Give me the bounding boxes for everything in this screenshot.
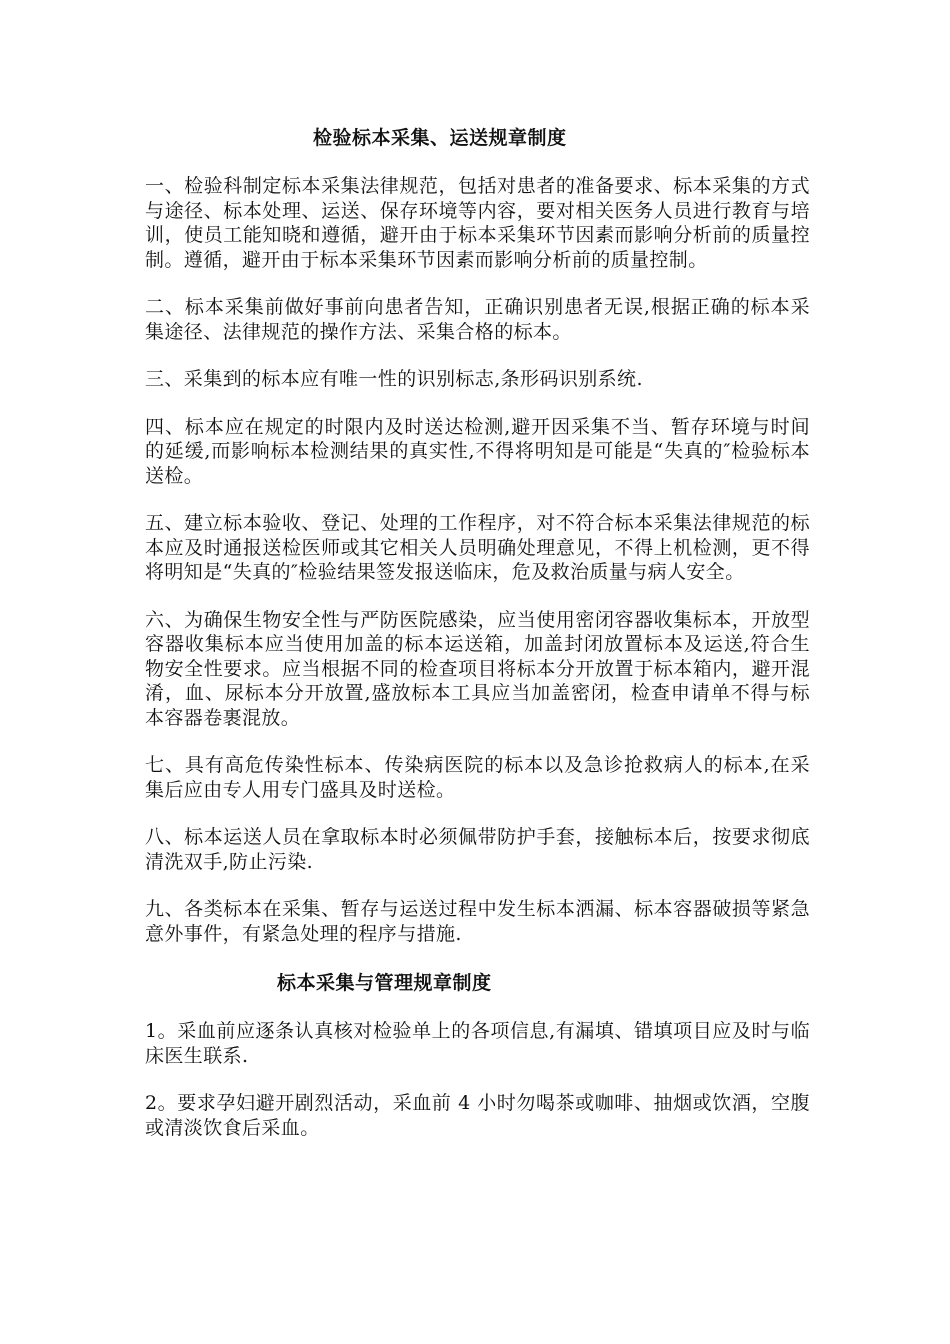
section-title-specimen-collection-transport: 检验标本采集、运送规章制度 <box>313 127 567 149</box>
section-title-specimen-management: 标本采集与管理规章制度 <box>277 972 492 994</box>
paragraph-4: 四、标本应在规定的时限内及时送达检测,避开因采集不当、暂存环境与时间的延缓,而影响标本检测结果的真实性,不得将明知是可能是“失真的″检验标本送检。 <box>145 415 810 487</box>
paragraph-6: 六、为确保生物安全性与严防医院感染，应当使用密闭容器收集标本，开放型容器收集标本应当使用加盖的标本运送箱，加盖封闭放置标本及运送,符合生物安全性要求。应当根据不同的检查项目将标本分开放置于标本箱内，避开混淆，血、尿标本分开放置,盛放标本工具应当加盖密闭，检查申请单不得与标本容器卷裹混放。 <box>145 608 810 729</box>
paragraph-7: 七、具有高危传染性标本、传染病医院的标本以及急诊抢救病人的标本,在采集后应由专人用专门盛具及时送检。 <box>145 754 810 801</box>
paragraph-2-1: 1。采血前应逐条认真核对检验单上的各项信息,有漏填、错填项目应及时与临床医生联系. <box>145 1020 810 1067</box>
document-body <box>145 124 810 1163</box>
paragraph-5: 五、建立标本验收、登记、处理的工作程序，对不符合标本采集法律规范的标本应及时通报送检医师或其它相关人员明确处理意见，不得上机检测，更不得将明知是“失真的″检验结果签发报送临床，危及救治质量与病人安全。 <box>145 512 810 583</box>
paragraph-9: 九、各类标本在采集、暂存与运送过程中发生标本洒漏、标本容器破损等紧急意外事件，有紧急处理的程序与措施. <box>145 898 810 945</box>
paragraph-2-2: 2。要求孕妇避开剧烈活动，采血前 4 小时勿喝茶或咖啡、抽烟或饮酒，空腹或清淡饮食后采血。 <box>145 1092 810 1139</box>
paragraph-3: 三、采集到的标本应有唯一性的识别标志,条形码识别系统. <box>145 368 643 390</box>
paragraph-8: 八、标本运送人员在拿取标本时必须佩带防护手套，接触标本后，按要求彻底清洗双手,防止污染. <box>145 826 810 873</box>
paragraph-1: 一、检验科制定标本采集法律规范，包括对患者的准备要求、标本采集的方式与途径、标本处理、运送、保存环境等内容，要对相关医务人员进行教育与培训，使员工能知晓和遵循，避开由于标本采集环节因素而影响分析前的质量控制。遵循，避开由于标本采集环节因素而影响分析前的质量控制。 <box>145 175 810 271</box>
paragraph-2: 二、标本采集前做好事前向患者告知，正确识别患者无误,根据正确的标本采集途径、法律规范的操作方法、采集合格的标本。 <box>145 296 810 343</box>
